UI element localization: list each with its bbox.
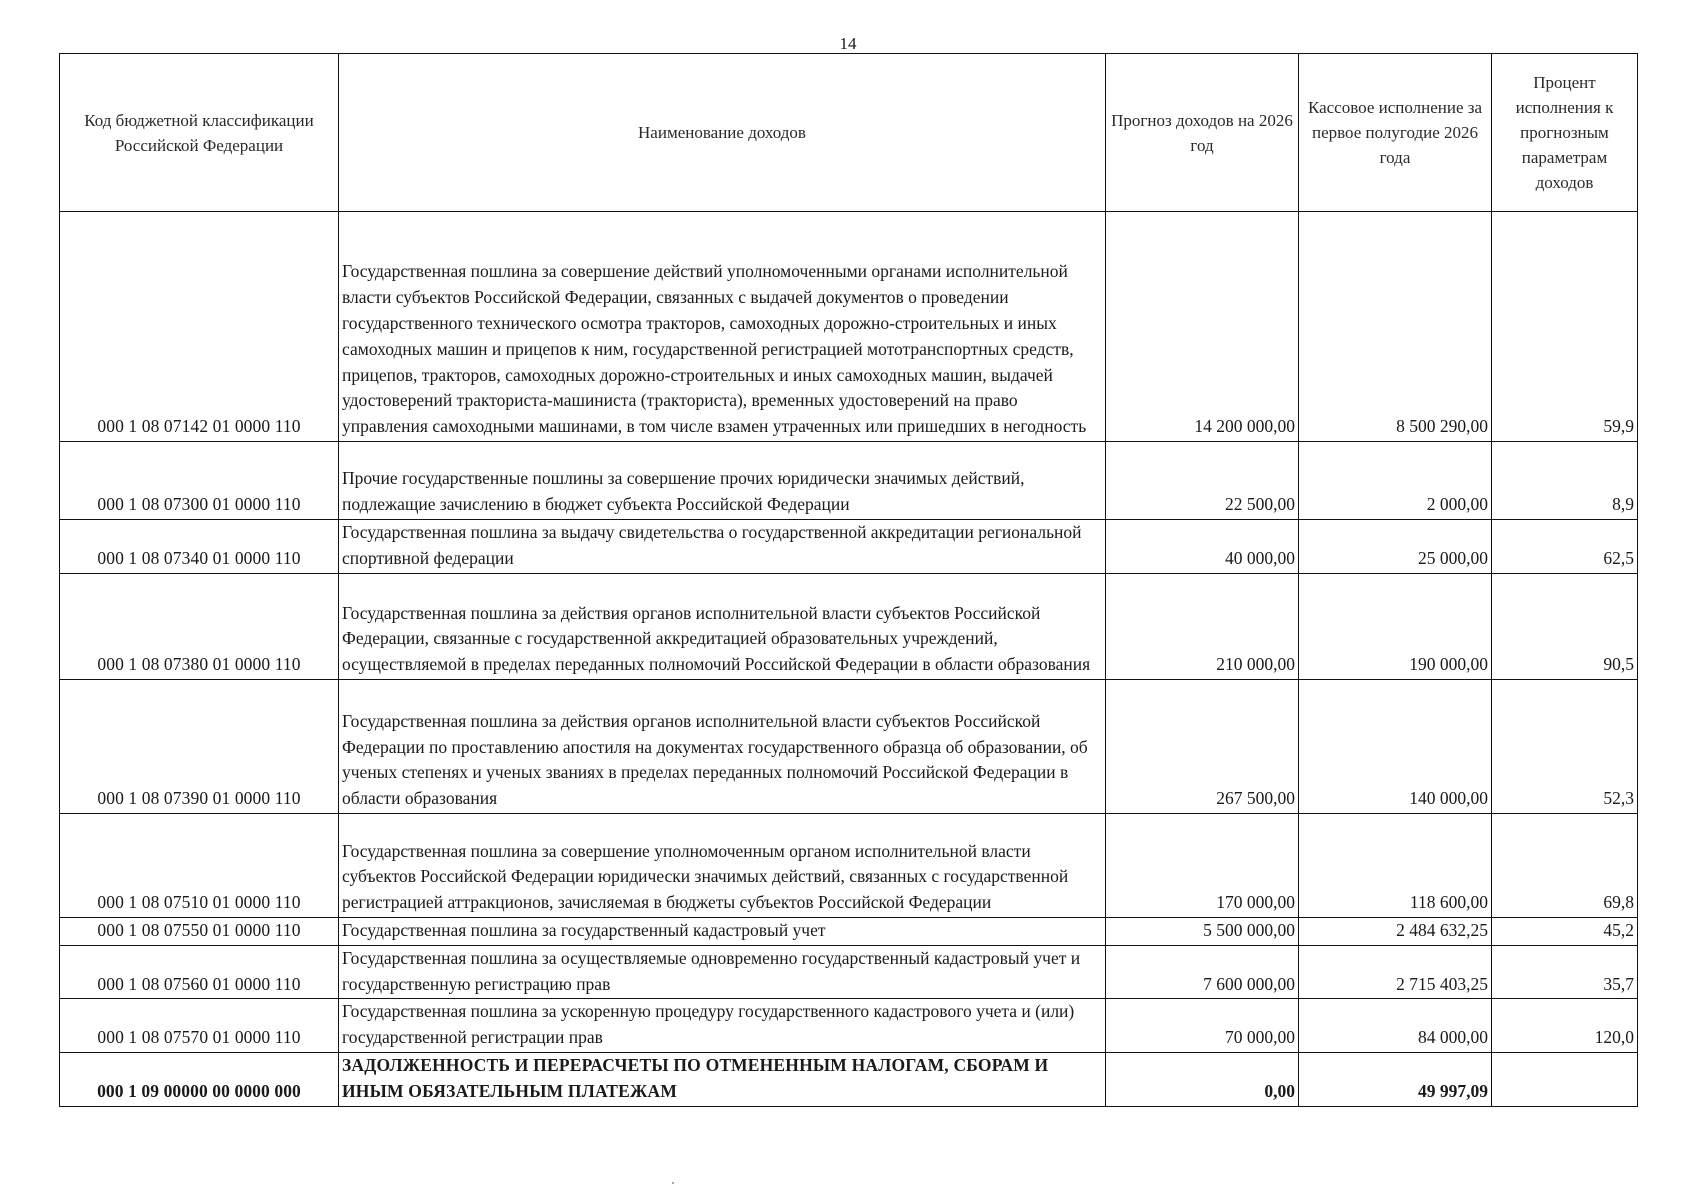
row-name: Государственная пошлина за выдачу свидетельства о государственной аккредитации региональной спортивной федерации	[339, 520, 1106, 574]
row-code: 000 1 08 07380 01 0000 110	[60, 574, 339, 680]
header-code: Код бюджетной классификации Российской Федерации	[60, 54, 339, 212]
table-row	[60, 1052, 1638, 1106]
row-code: 000 1 08 07300 01 0000 110	[60, 442, 339, 520]
revenue-table	[59, 53, 1638, 1107]
page-number: 14	[839, 34, 857, 53]
row-name: Государственная пошлина за действия органов исполнительной власти субъектов Российской Федерации, связанные с государственной аккредитацией образовательных учреждений, осуществляемой в пределах переданных полномочий Российской Федерации в области образования	[339, 574, 1106, 680]
row-forecast: 5 500 000,00	[1106, 918, 1299, 946]
row-percent: 59,9	[1492, 212, 1638, 442]
row-forecast: 0,00	[1106, 1052, 1299, 1106]
row-forecast: 7 600 000,00	[1106, 945, 1299, 999]
table-row	[60, 520, 1638, 574]
header-forecast: Прогноз доходов на 2026 год	[1106, 54, 1299, 212]
row-code: 000 1 08 07142 01 0000 110	[60, 212, 339, 442]
row-code: 000 1 08 07560 01 0000 110	[60, 945, 339, 999]
row-executed: 84 000,00	[1299, 999, 1492, 1053]
row-executed: 49 997,09	[1299, 1052, 1492, 1106]
row-code: 000 1 09 00000 00 0000 000	[60, 1052, 339, 1106]
row-executed: 2 715 403,25	[1299, 945, 1492, 999]
row-forecast: 170 000,00	[1106, 814, 1299, 918]
row-forecast: 70 000,00	[1106, 999, 1299, 1053]
table-row	[60, 574, 1638, 680]
row-forecast: 267 500,00	[1106, 680, 1299, 814]
row-executed: 118 600,00	[1299, 814, 1492, 918]
row-executed: 140 000,00	[1299, 680, 1492, 814]
table-row	[60, 814, 1638, 918]
row-forecast: 22 500,00	[1106, 442, 1299, 520]
table-row	[60, 680, 1638, 814]
row-name: Государственная пошлина за действия органов исполнительной власти субъектов Российской Федерации по проставлению апостиля на документах государственного образца об образовании, об ученых степенях и ученых званиях в пределах переданных полномочий Российской Федерации в области образования	[339, 680, 1106, 814]
table-row	[60, 945, 1638, 999]
row-executed: 25 000,00	[1299, 520, 1492, 574]
row-name: Государственная пошлина за совершение уполномоченным органом исполнительной власти субъектов Российской Федерации юридически значимых действий, связанных с государственной регистрацией аттракционов, зачисляемая в бюджеты субъектов Российской Федерации	[339, 814, 1106, 918]
row-code: 000 1 08 07570 01 0000 110	[60, 999, 339, 1053]
header-executed: Кассовое исполнение за первое полугодие 2026 года	[1299, 54, 1492, 212]
row-percent: 90,5	[1492, 574, 1638, 680]
row-forecast: 14 200 000,00	[1106, 212, 1299, 442]
table-row	[60, 918, 1638, 946]
row-code: 000 1 08 07390 01 0000 110	[60, 680, 339, 814]
row-percent: 45,2	[1492, 918, 1638, 946]
row-code: 000 1 08 07550 01 0000 110	[60, 918, 339, 946]
row-name: Государственная пошлина за государственный кадастровый учет	[339, 918, 1106, 946]
scan-speck	[672, 1182, 674, 1184]
table-row	[60, 212, 1638, 442]
row-percent: 35,7	[1492, 945, 1638, 999]
table-header-row	[60, 54, 1638, 212]
row-percent: 69,8	[1492, 814, 1638, 918]
row-percent: 120,0	[1492, 999, 1638, 1053]
row-executed: 190 000,00	[1299, 574, 1492, 680]
header-percent: Процент исполнения к прогнозным параметрам доходов	[1492, 54, 1638, 212]
row-code: 000 1 08 07510 01 0000 110	[60, 814, 339, 918]
row-percent: 62,5	[1492, 520, 1638, 574]
row-percent: 8,9	[1492, 442, 1638, 520]
row-forecast: 210 000,00	[1106, 574, 1299, 680]
row-name: Прочие государственные пошлины за совершение прочих юридически значимых действий, подлежащие зачислению в бюджет субъекта Российской Федерации	[339, 442, 1106, 520]
header-name: Наименование доходов	[339, 54, 1106, 212]
row-percent	[1492, 1052, 1638, 1106]
row-name: ЗАДОЛЖЕННОСТЬ И ПЕРЕРАСЧЕТЫ ПО ОТМЕНЕННЫМ НАЛОГАМ, СБОРАМ И ИНЫМ ОБЯЗАТЕЛЬНЫМ ПЛАТЕЖАМ	[339, 1052, 1106, 1106]
row-name: Государственная пошлина за ускоренную процедуру государственного кадастрового учета и (или) государственной регистрации прав	[339, 999, 1106, 1053]
row-name: Государственная пошлина за осуществляемые одновременно государственный кадастровый учет и государственную регистрацию прав	[339, 945, 1106, 999]
table-row	[60, 442, 1638, 520]
row-executed: 2 000,00	[1299, 442, 1492, 520]
row-name: Государственная пошлина за совершение действий уполномоченными органами исполнительной власти субъектов Российской Федерации, связанных с выдачей документов о проведении государственного технического осмотра тракторов, самоходных дорожно-строительных и иных самоходных машин и прицепов к ним, государственной регистрацией мототранспортных средств, прицепов, тракторов, самоходных дорожно-строительных и иных самоходных машин, выдачей удостоверений тракториста-машиниста (тракториста), временных удостоверений на право управления самоходными машинами, в том числе взамен утраченных или пришедших в негодность	[339, 212, 1106, 442]
row-percent: 52,3	[1492, 680, 1638, 814]
row-executed: 8 500 290,00	[1299, 212, 1492, 442]
row-executed: 2 484 632,25	[1299, 918, 1492, 946]
row-forecast: 40 000,00	[1106, 520, 1299, 574]
row-code: 000 1 08 07340 01 0000 110	[60, 520, 339, 574]
table-row	[60, 999, 1638, 1053]
